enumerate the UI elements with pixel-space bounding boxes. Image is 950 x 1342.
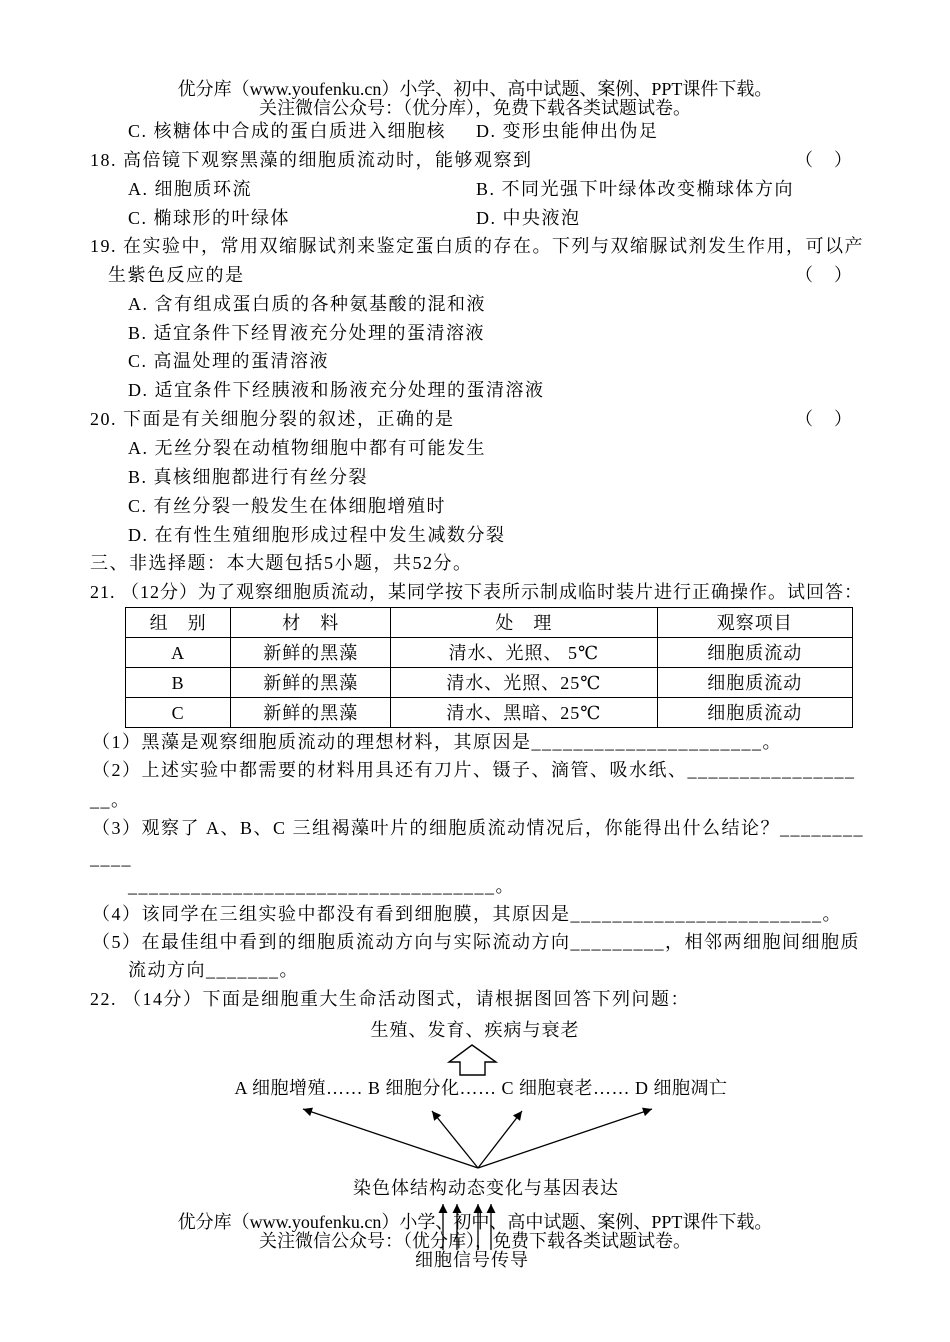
q17-option-c: C. 核糖体中合成的蛋白质进入细胞核 bbox=[128, 121, 447, 141]
q19-stem-line-1: 19. 在实验中，常用双缩脲试剂来鉴定蛋白质的存在。下列与双缩脲试剂发生作用，可以产 bbox=[90, 236, 864, 256]
q18-option-d: D. 中央液泡 bbox=[476, 208, 581, 228]
q21-sub-5-line-1: （5）在最佳组中看到的细胞质流动方向与实际流动方向_________，相邻两细胞间细胞质 bbox=[92, 932, 860, 952]
arrow-to-cell-senescence bbox=[478, 1111, 522, 1168]
q19-answer-bracket: （ ） bbox=[795, 265, 854, 285]
q21-sub-5-line-2: 流动方向_______。 bbox=[128, 960, 299, 980]
table-cell-material: 新鲜的黑藻 bbox=[231, 698, 391, 728]
section-3-title: 三、非选择题：本大题包括5小题，共52分。 bbox=[90, 553, 473, 573]
table-cell-observation: 细胞质流动 bbox=[657, 638, 852, 668]
q19-option-a: A. 含有组成蛋白质的各种氨基酸的混和液 bbox=[128, 294, 486, 314]
arrow-to-cell-apoptosis bbox=[478, 1109, 652, 1168]
q18-stem: 18. 高倍镜下观察黑藻的细胞质流动时，能够观察到 bbox=[90, 150, 533, 170]
diagram-middle-label: 染色体结构动态变化与基因表达 bbox=[353, 1178, 619, 1198]
q20-stem: 20. 下面是有关细胞分裂的叙述，正确的是 bbox=[90, 409, 455, 429]
table-cell-treatment: 清水、光照、 5℃ bbox=[391, 638, 657, 668]
table-cell-observation: 细胞质流动 bbox=[657, 668, 852, 698]
q18-option-b: B. 不同光强下叶绿体改变椭球体方向 bbox=[476, 179, 795, 199]
table-cell-group: B bbox=[126, 668, 231, 698]
table-header-row bbox=[126, 608, 853, 638]
table-cell-observation: 细胞质流动 bbox=[657, 698, 852, 728]
q21-sub-2-line-1: （2）上述实验中都需要的材料用具还有刀片、镊子、滴管、吸水纸、________________ bbox=[92, 760, 856, 780]
q21-sub-3-line-2: ____ bbox=[90, 848, 132, 868]
diagram-top-label: 生殖、发育、疾病与衰老 bbox=[370, 1020, 580, 1040]
q21-sub-2-line-2: __。 bbox=[90, 790, 131, 810]
table-header-group: 组 别 bbox=[126, 608, 231, 638]
diagram-stages-label: A 细胞增殖…… B 细胞分化…… C 细胞衰老…… D 细胞凋亡 bbox=[234, 1078, 728, 1098]
q20-option-d: D. 在有性生殖细胞形成过程中发生减数分裂 bbox=[128, 525, 506, 545]
q20-option-b: B. 真核细胞都进行有丝分裂 bbox=[128, 467, 369, 487]
table-cell-group: A bbox=[126, 638, 231, 668]
table-row bbox=[126, 698, 853, 728]
q20-answer-bracket: （ ） bbox=[795, 409, 854, 429]
footer-line-1: 优分库（www.youfenku.cn）小学、初中、高中试题、案例、PPT课件下载。 bbox=[177, 1212, 773, 1232]
footer-line-2: 关注微信公众号：（优分库），免费下载各类试题试卷。 bbox=[259, 1231, 691, 1251]
header-line-1: 优分库（www.youfenku.cn）小学、初中、高中试题、案例、PPT课件下载。 bbox=[177, 79, 773, 99]
arrow-to-cell-proliferation bbox=[303, 1109, 478, 1168]
experiment-table bbox=[125, 607, 853, 728]
q20-option-c: C. 有丝分裂一般发生在体细胞增殖时 bbox=[128, 496, 447, 516]
table-cell-group: C bbox=[126, 698, 231, 728]
q17-option-d: D. 变形虫能伸出伪足 bbox=[476, 121, 659, 141]
q19-option-c: C. 高温处理的蛋清溶液 bbox=[128, 351, 330, 371]
q21-stem: 21. （12分）为了观察细胞质流动，某同学按下表所示制成临时装片进行正确操作。试回答： bbox=[90, 582, 863, 602]
q21-sub-1: （1）黑藻是观察细胞质流动的理想材料，其原因是______________________。 bbox=[92, 732, 782, 752]
table-header-material: 材 料 bbox=[231, 608, 391, 638]
header-line-2: 关注微信公众号：（优分库），免费下载各类试题试卷。 bbox=[259, 98, 691, 118]
table-header-observation: 观察项目 bbox=[657, 608, 852, 638]
arrow-to-cell-differentiation bbox=[432, 1111, 478, 1168]
table-cell-treatment: 清水、光照、25℃ bbox=[391, 668, 657, 698]
table-cell-material: 新鲜的黑藻 bbox=[231, 668, 391, 698]
q21-experiment-table bbox=[125, 607, 853, 728]
diagram-bottom-label: 细胞信号传导 bbox=[415, 1250, 529, 1270]
q18-answer-bracket: （ ） bbox=[795, 150, 854, 170]
q21-sub-3-line-1: （3）观察了 A、B、C 三组褐藻叶片的细胞质流动情况后，你能得出什么结论？________ bbox=[92, 818, 865, 838]
q21-sub-3-line-3: ___________________________________。 bbox=[128, 876, 515, 896]
q19-option-d: D. 适宜条件下经胰液和肠液充分处理的蛋清溶液 bbox=[128, 380, 545, 400]
q20-option-a: A. 无丝分裂在动植物细胞中都有可能发生 bbox=[128, 438, 486, 458]
q19-option-b: B. 适宜条件下经胃液充分处理的蛋清溶液 bbox=[128, 323, 486, 343]
table-cell-material: 新鲜的黑藻 bbox=[231, 638, 391, 668]
table-row bbox=[126, 638, 853, 668]
q21-sub-4: （4）该同学在三组实验中都没有看到细胞膜，其原因是________________________。 bbox=[92, 904, 842, 924]
table-header-treatment: 处 理 bbox=[391, 608, 657, 638]
q18-option-a: A. 细胞质环流 bbox=[128, 179, 252, 199]
q18-option-c: C. 椭球形的叶绿体 bbox=[128, 208, 291, 228]
q22-stem: 22. （14分）下面是细胞重大生命活动图式，请根据图回答下列问题： bbox=[90, 989, 690, 1009]
table-cell-treatment: 清水、黑暗、25℃ bbox=[391, 698, 657, 728]
hollow-up-arrow-icon bbox=[449, 1045, 496, 1075]
table-row bbox=[126, 668, 853, 698]
q19-stem-line-2: 生紫色反应的是 bbox=[108, 265, 245, 285]
